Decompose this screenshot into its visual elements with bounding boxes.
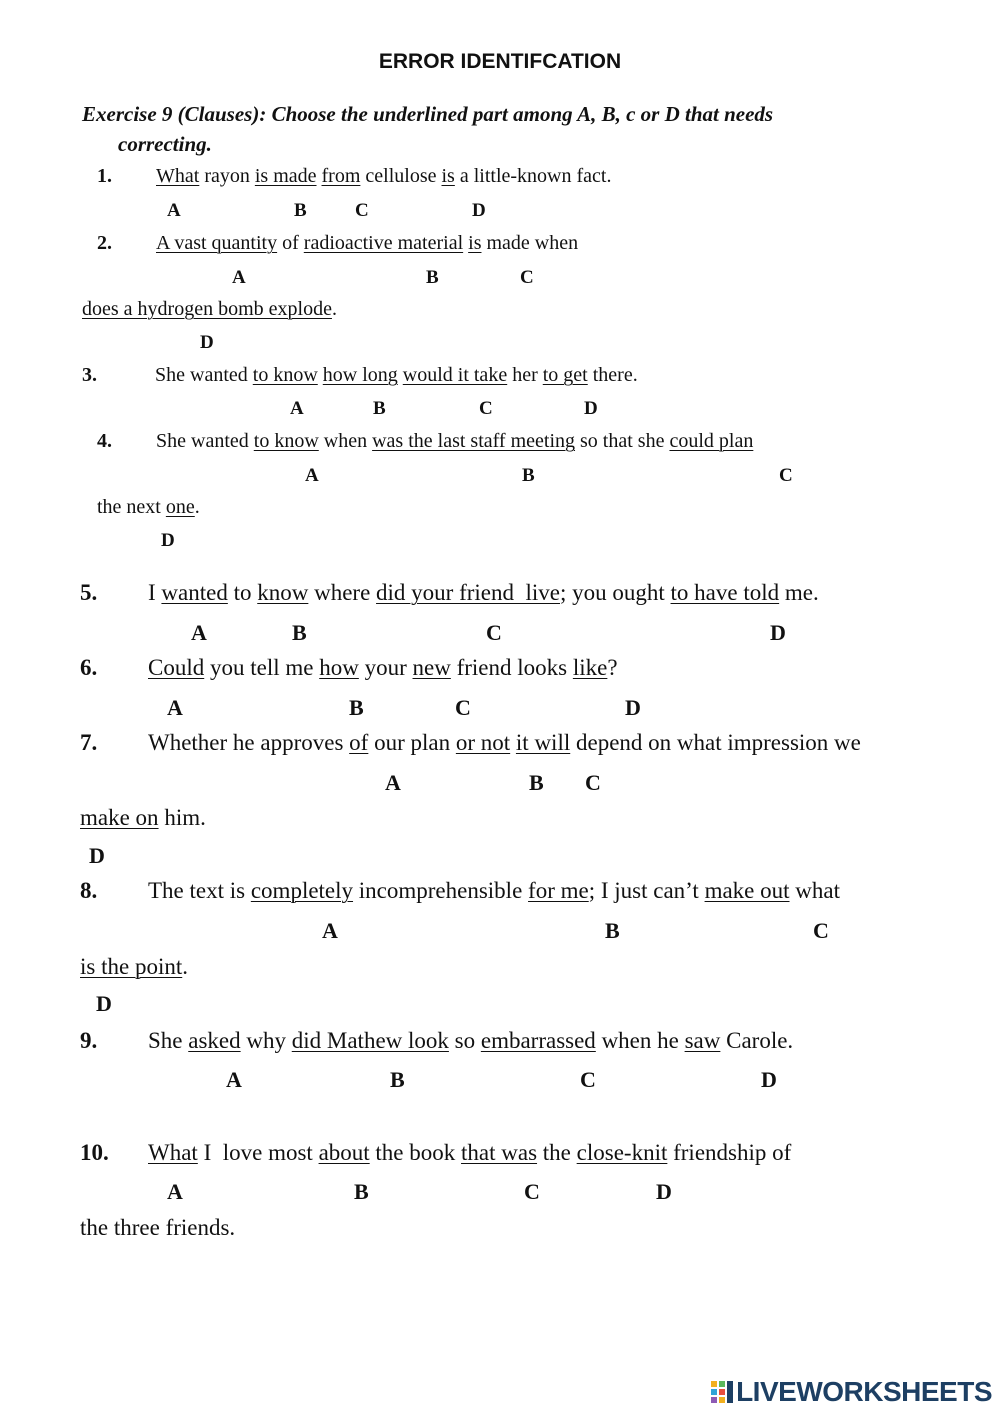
option-d-text: make on	[80, 805, 159, 830]
option-label-a: A	[226, 1067, 242, 1092]
question-number: 5.	[80, 580, 98, 605]
option-label-d: D	[472, 200, 486, 221]
option-label-a: A	[290, 398, 304, 419]
option-b-text: how	[319, 655, 359, 680]
option-a-text: What	[156, 165, 200, 187]
question-9-sentence	[148, 1028, 793, 1054]
option-d-text: is	[441, 165, 455, 187]
option-label-b: B	[373, 398, 386, 419]
option-c-text: from	[321, 165, 361, 187]
sentence-text: Whether he approves	[148, 730, 350, 755]
option-label-c: C	[455, 695, 471, 720]
page-title: ERROR IDENTIFCATION	[378, 50, 622, 73]
sentence-text: friendship of	[667, 1140, 792, 1165]
option-label-b: B	[292, 620, 307, 645]
option-d-text: saw	[684, 1028, 721, 1053]
option-d-text: one	[165, 496, 195, 518]
instruction-line-2: correcting.	[118, 132, 212, 156]
sentence-text: cellulose	[360, 165, 442, 187]
question-number: 10.	[80, 1140, 109, 1165]
sentence-text: The text is	[148, 878, 251, 903]
question-number: 4.	[97, 430, 112, 452]
sentence-text: She wanted	[155, 364, 253, 386]
question-10-continuation: the three friends.	[80, 1215, 236, 1240]
option-c-text: new	[412, 655, 451, 680]
option-label-a: A	[191, 620, 207, 645]
option-a-text: Could	[148, 655, 205, 680]
sentence-text: friend looks	[450, 655, 573, 680]
option-label-c: C	[779, 465, 793, 486]
sentence-text: a little-known fact.	[454, 165, 612, 187]
sentence-text: made when	[481, 232, 579, 254]
question-5-sentence	[148, 580, 819, 606]
sentence-text: her	[507, 364, 543, 386]
sentence-text: so that she	[575, 430, 670, 452]
liveworksheets-logo[interactable]	[710, 1376, 992, 1408]
option-a-text: of	[349, 730, 369, 755]
option-label-d: D	[96, 991, 112, 1016]
question-6-sentence	[148, 655, 618, 681]
option-label-c: C	[520, 267, 534, 288]
option-b-text: is made	[254, 165, 317, 187]
option-label-b: B	[426, 267, 439, 288]
option-label-d: D	[161, 530, 175, 551]
question-number: 8.	[80, 878, 98, 903]
sentence-text: I love most	[197, 1140, 319, 1165]
question-number: 3.	[82, 364, 97, 386]
sentence-text: I	[148, 580, 162, 605]
option-a-text: asked	[188, 1028, 241, 1053]
option-label-d: D	[584, 398, 598, 419]
option-b-text: was the last staff meeting	[372, 430, 576, 452]
sentence-text: .	[194, 496, 200, 518]
question-7-continuation	[80, 805, 206, 831]
sentence-text: him.	[158, 805, 206, 830]
sentence-text: depend on what impression we	[570, 730, 861, 755]
option-label-c: C	[486, 620, 502, 645]
option-b-text: or not	[455, 730, 511, 755]
option-c-text: make out	[704, 878, 790, 903]
option-d-text: close-knit	[576, 1140, 668, 1165]
question-10-sentence	[148, 1140, 791, 1166]
option-label-b: B	[522, 465, 535, 486]
option-label-a: A	[167, 695, 183, 720]
option-label-d: D	[625, 695, 641, 720]
option-label-b: B	[294, 200, 307, 221]
option-label-b: B	[349, 695, 364, 720]
sentence-text: you tell me	[204, 655, 320, 680]
question-3-sentence	[155, 364, 638, 387]
option-label-a: A	[167, 200, 181, 221]
sentence-text: our plan	[368, 730, 456, 755]
option-label-c: C	[813, 918, 829, 943]
option-label-c: C	[355, 200, 369, 221]
option-label-a: A	[322, 918, 338, 943]
question-number: 2.	[97, 232, 112, 254]
option-b-text: radioactive material	[303, 232, 464, 254]
sentence-text: She	[148, 1028, 189, 1053]
option-b-text: about	[318, 1140, 370, 1165]
option-label-b: B	[354, 1179, 369, 1204]
sentence-text: me.	[779, 580, 819, 605]
sentence-text: what	[789, 878, 840, 903]
option-label-d: D	[761, 1067, 777, 1092]
question-7-sentence	[148, 730, 861, 756]
option-label-c: C	[585, 770, 601, 795]
question-number: 7.	[80, 730, 98, 755]
option-label-d: D	[89, 843, 105, 868]
sentence-text: your	[358, 655, 413, 680]
option-label-c: C	[524, 1179, 540, 1204]
sentence-text: so	[448, 1028, 481, 1053]
option-d-text: to have told	[670, 580, 780, 605]
option-label-a: A	[385, 770, 401, 795]
option-a-text: to know	[252, 364, 318, 386]
question-4-sentence	[156, 430, 753, 453]
question-1-sentence	[156, 165, 611, 188]
option-d-text: to get	[542, 364, 588, 386]
option-label-d: D	[770, 620, 786, 645]
option-c-text: would it take	[402, 364, 508, 386]
sentence-text: there.	[587, 364, 638, 386]
option-label-a: A	[305, 465, 319, 486]
sentence-text: the	[537, 1140, 577, 1165]
option-label-d: D	[200, 332, 214, 353]
question-number: 1.	[97, 165, 112, 187]
option-label-d: D	[656, 1179, 672, 1204]
logo-text: LIVEWORKSHEETS	[736, 1376, 992, 1407]
liveworksheets-grid-icon	[710, 1380, 734, 1404]
question-2-sentence	[156, 232, 578, 255]
option-d-text: is the point	[80, 954, 183, 979]
sentence-text: ?	[607, 655, 618, 680]
sentence-text: Carole.	[720, 1028, 794, 1053]
instruction-line-1: Exercise 9 (Clauses): Choose the underlined part among A, B, c or D that needs	[82, 102, 774, 126]
sentence-text: when he	[595, 1028, 685, 1053]
sentence-text: .	[331, 298, 337, 320]
option-a-text: What	[148, 1140, 198, 1165]
option-a-text: to know	[253, 430, 319, 452]
option-label-b: B	[390, 1067, 405, 1092]
option-c-text: it will	[515, 730, 571, 755]
option-label-c: C	[580, 1067, 596, 1092]
question-8-sentence	[148, 878, 840, 904]
option-b-text: how long	[322, 364, 398, 386]
question-number: 6.	[80, 655, 98, 680]
sentence-text: the next	[97, 496, 166, 518]
option-a-text: wanted	[161, 580, 228, 605]
sentence-text: ; I just can’t	[588, 878, 705, 903]
option-d-text: like	[572, 655, 608, 680]
option-c-text: that was	[461, 1140, 538, 1165]
sentence-text: She wanted	[156, 430, 254, 452]
option-d-text: does a hydrogen bomb explode	[82, 298, 332, 320]
question-8-continuation	[80, 954, 188, 980]
question-2-continuation	[82, 298, 337, 321]
option-c-text: embarrassed	[480, 1028, 596, 1053]
option-a-text: completely	[250, 878, 354, 903]
sentence-text: incomprehensible	[353, 878, 529, 903]
option-b-text: know	[257, 580, 309, 605]
option-b-text: for me	[528, 878, 589, 903]
sentence-text: where	[308, 580, 377, 605]
option-b-text: did Mathew look	[291, 1028, 449, 1053]
option-label-a: A	[167, 1179, 183, 1204]
sentence-text: when	[318, 430, 373, 452]
sentence-text: the book	[369, 1140, 462, 1165]
sentence-text: .	[182, 954, 188, 979]
option-a-text: A vast quantity	[156, 232, 278, 254]
question-4-continuation	[97, 496, 200, 519]
option-c-text: could plan	[669, 430, 754, 452]
option-label-a: A	[232, 267, 246, 288]
option-label-b: B	[605, 918, 620, 943]
sentence-text: ; you ought	[560, 580, 671, 605]
option-label-b: B	[529, 770, 544, 795]
sentence-text: why	[240, 1028, 292, 1053]
sentence-text: rayon	[199, 165, 255, 187]
question-number: 9.	[80, 1028, 98, 1053]
sentence-text: to	[227, 580, 258, 605]
sentence-text: of	[277, 232, 304, 254]
option-label-c: C	[479, 398, 493, 419]
option-c-text: is	[468, 232, 482, 254]
option-c-text: did your friend live	[376, 580, 561, 605]
